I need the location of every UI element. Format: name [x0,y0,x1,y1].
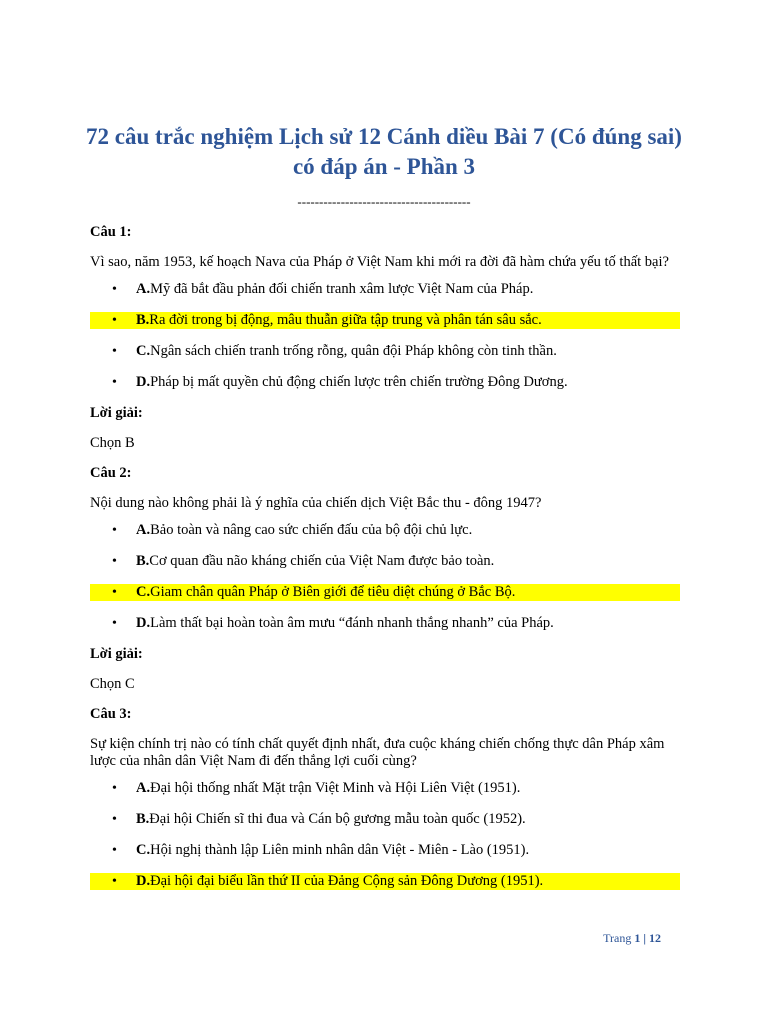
option-b [90,553,680,570]
option-text: Đại hội thống nhất Mặt trận Việt Minh và Hội Liên Việt (1951). [150,780,521,796]
footer-prefix: Trang [603,931,635,945]
option-b [90,811,680,828]
separator-line: ---------------------------------------- [297,194,471,209]
question-label: Câu 1: [90,224,132,240]
bullet-icon: • [112,812,117,827]
option-c [90,842,680,859]
option-text: Bảo toàn và nâng cao sức chiến đấu của bộ đội chủ lực. [150,522,473,538]
option-list [90,780,680,890]
option-text: Cơ quan đầu não kháng chiến của Việt Nam được bảo toàn. [149,553,495,569]
questions-container [90,224,680,904]
bullet-icon: • [112,585,117,600]
option-letter: D. [136,873,151,889]
option-c-correct [90,584,680,601]
question-label: Câu 2: [90,465,132,481]
bullet-icon: • [112,843,117,858]
option-letter: A. [136,780,151,796]
question-label: Câu 3: [90,706,132,722]
bullet-icon: • [112,523,117,538]
bullet-icon: • [112,344,117,359]
option-letter: B. [136,312,150,328]
solution-label: Lời giải: [90,405,143,421]
option-text: Giam chân quân Pháp ở Biên giới để tiêu diệt chúng ở Bắc Bộ. [150,584,516,600]
option-b-correct [90,312,680,329]
question-text: Nội dung nào không phải là ý nghĩa của chiến dịch Việt Bắc thu - đông 1947? [90,495,542,511]
option-d [90,615,680,632]
question-text: Sự kiện chính trị nào có tính chất quyết định nhất, đưa cuộc kháng chiến chống thực dân Pháp xâm lược của nhân dân Việt Nam đi đến thắng lợi cuối cùng? [90,736,665,769]
option-text: Ngân sách chiến tranh trống rỗng, quân đội Pháp không còn tinh thần. [150,343,557,359]
page-footer [560,931,661,946]
option-text: Đại hội Chiến sĩ thi đua và Cán bộ gương mẫu toàn quốc (1952). [149,811,526,827]
title-line-1: 72 câu trắc nghiệm Lịch sử 12 Cánh diều Bài 7 (Có đúng sai) [86,124,682,149]
solution-text: Chọn C [90,676,135,692]
current-page-number: 1 [634,931,641,945]
option-letter: A. [136,281,151,297]
option-d [90,374,680,391]
question-text: Vì sao, năm 1953, kế hoạch Nava của Pháp ở Việt Nam khi mới ra đời đã hàm chứa yếu tố thất bại? [90,254,669,270]
option-list [90,281,680,391]
question-2 [90,465,680,693]
bullet-icon: • [112,313,117,328]
option-letter: C. [136,842,151,858]
option-letter: C. [136,343,151,359]
question-3 [90,706,680,890]
title-line-2: có đáp án - Phần 3 [292,154,476,179]
option-a [90,780,680,797]
option-letter: B. [136,811,150,827]
question-1 [90,224,680,452]
bullet-icon: • [112,616,117,631]
bullet-icon: • [112,874,117,889]
solution-text: Chọn B [90,435,135,451]
option-letter: C. [136,584,151,600]
bullet-icon: • [112,554,117,569]
footer-divider: | [640,931,649,945]
option-d-correct [90,873,680,890]
bullet-icon: • [112,781,117,796]
option-text: Làm thất bại hoàn toàn âm mưu “đánh nhanh thắng nhanh” của Pháp. [150,615,554,631]
option-text: Hội nghị thành lập Liên minh nhân dân Việt - Miên - Lào (1951). [150,842,530,858]
option-c [90,343,680,360]
option-text: Mỹ đã bắt đầu phản đối chiến tranh xâm lược Việt Nam của Pháp. [150,281,534,297]
option-list [90,522,680,632]
solution-label: Lời giải: [90,646,143,662]
option-a [90,281,680,298]
option-letter: D. [136,615,151,631]
option-letter: A. [136,522,151,538]
total-page-number: 12 [649,931,661,945]
option-a [90,522,680,539]
option-letter: D. [136,374,151,390]
bullet-icon: • [112,375,117,390]
option-text: Đại hội đại biểu lần thứ II của Đảng Cộng sản Đông Dương (1951). [150,873,544,889]
bullet-icon: • [112,282,117,297]
document-title [80,122,688,182]
option-text: Pháp bị mất quyền chủ động chiến lược trên chiến trường Đông Dương. [150,374,568,390]
option-letter: B. [136,553,150,569]
option-text: Ra đời trong bị động, mâu thuẫn giữa tập trung và phân tán sâu sắc. [149,312,542,328]
